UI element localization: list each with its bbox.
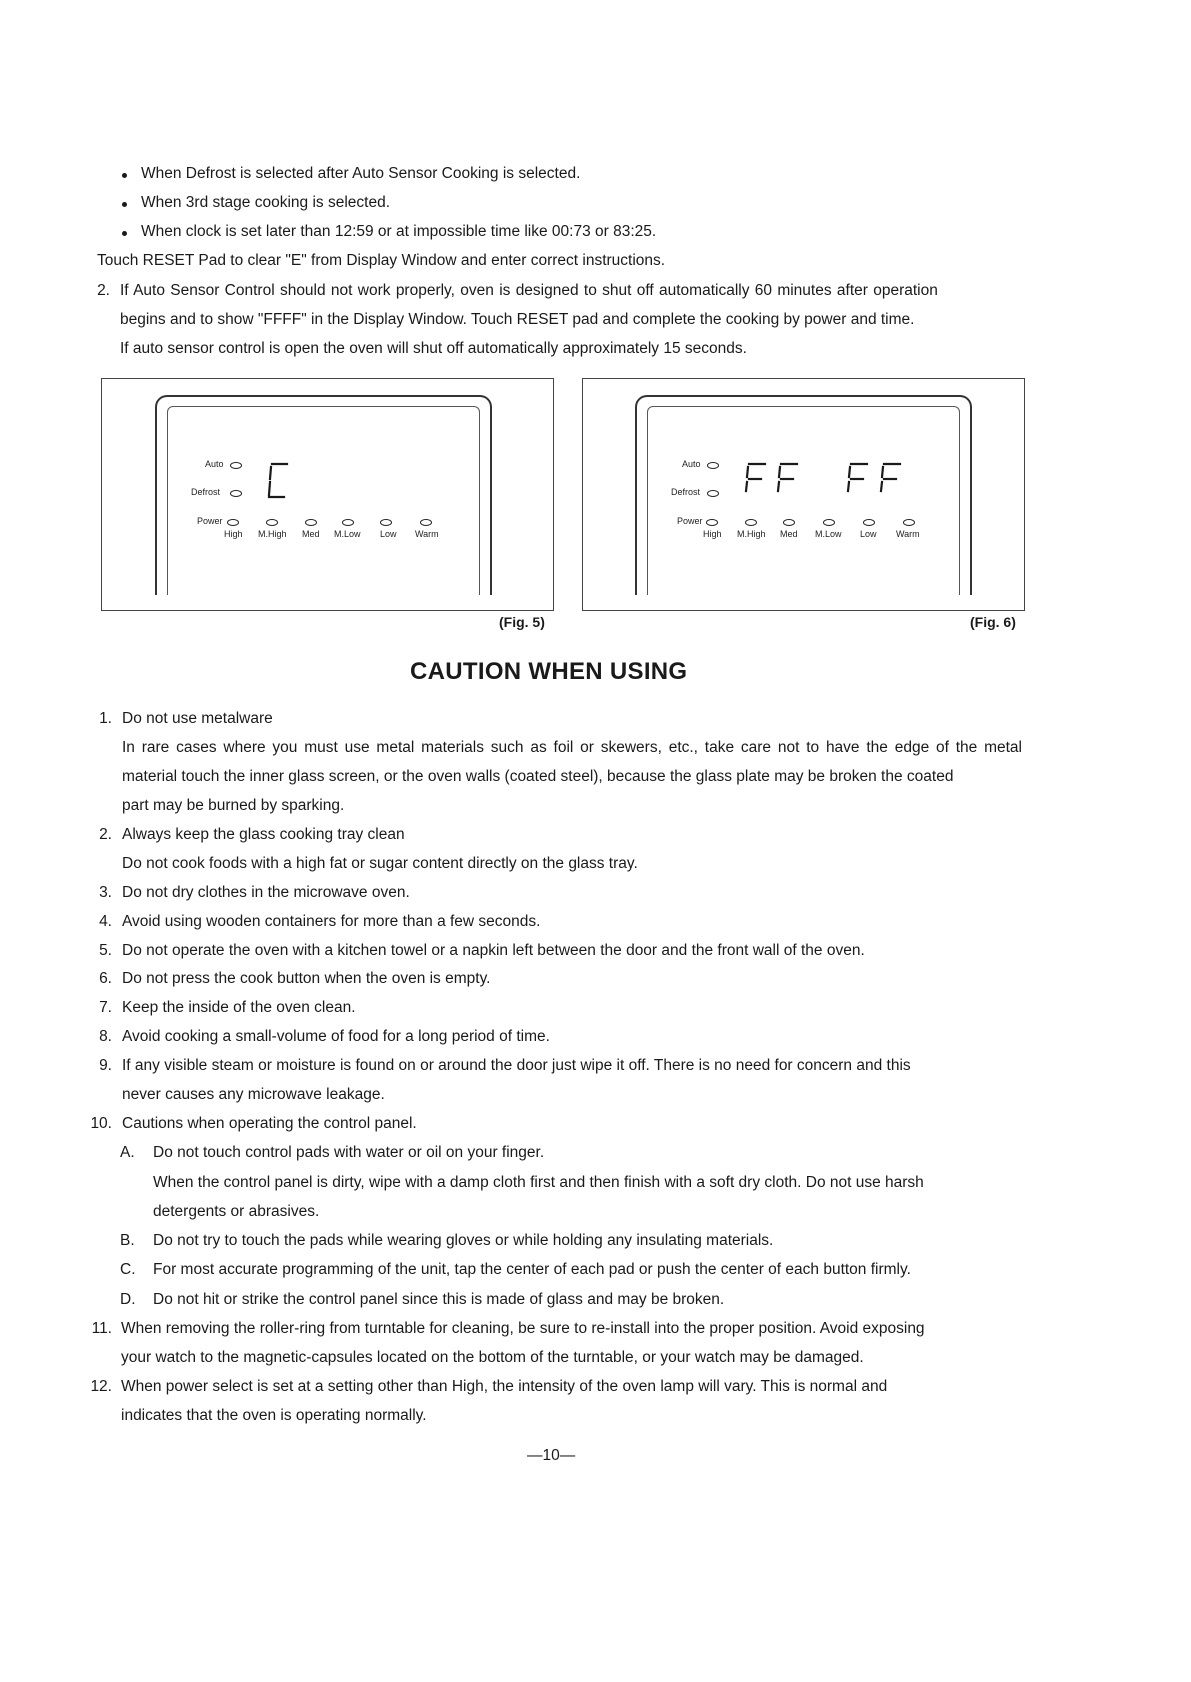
caution-item-title: Do not dry clothes in the microwave oven.	[122, 884, 410, 901]
sub-item-letter: A.	[120, 1144, 135, 1161]
item-number: 5.	[99, 942, 112, 959]
power-level-low: Low	[380, 529, 397, 539]
auto-indicator-label: Auto	[205, 459, 224, 469]
item-number: 2.	[97, 282, 110, 299]
bullet-dot	[122, 202, 127, 207]
sub-item-letter: C.	[120, 1261, 136, 1278]
caution-item-title: Do not press the cook button when the oven is empty.	[122, 970, 491, 987]
sub-item-letter: B.	[120, 1232, 135, 1249]
item-number: 10.	[90, 1115, 112, 1132]
caution-item-title: Do not operate the oven with a kitchen towel or a napkin left between the door and the front wall of the oven.	[122, 942, 865, 959]
caution-item-text: When power select is set at a setting other than High, the intensity of the oven lamp will vary. This is normal and	[121, 1378, 888, 1395]
power-level-low: Low	[860, 529, 877, 539]
caution-item-title: Avoid cooking a small-volume of food for a long period of time.	[122, 1028, 550, 1045]
caution-item-text: your watch to the magnetic-capsules located on the bottom of the turntable, or your watch may be damaged.	[121, 1349, 864, 1366]
item-2-line: If Auto Sensor Control should not work properly, oven is designed to shut off automatically 60 minutes after operation	[120, 282, 938, 299]
warm-lamp-icon	[903, 519, 915, 526]
page-number: —10—	[527, 1447, 576, 1464]
sub-item-text: When the control panel is dirty, wipe with a damp cloth first and then finish with a soft dry cloth. Do not use harsh	[153, 1174, 924, 1191]
power-level-mlow: M.Low	[334, 529, 361, 539]
figure-5-caption: (Fig. 5)	[499, 614, 545, 630]
item-number: 4.	[99, 913, 112, 930]
caution-item-text: part may be burned by sparking.	[122, 797, 345, 814]
sub-item-letter: D.	[120, 1291, 136, 1308]
low-lamp-icon	[863, 519, 875, 526]
caution-item-title: Do not use metalware	[122, 710, 273, 727]
sub-item-text: Do not hit or strike the control panel since this is made of glass and may be broken.	[153, 1291, 725, 1308]
auto-lamp-icon	[707, 462, 719, 469]
mhigh-lamp-icon	[745, 519, 757, 526]
item-number: 6.	[99, 970, 112, 987]
mhigh-lamp-icon	[266, 519, 278, 526]
power-lamp-icon	[227, 519, 239, 526]
item-number: 3.	[99, 884, 112, 901]
sub-item-text: Do not try to touch the pads while wearing gloves or while holding any insulating materials.	[153, 1232, 774, 1249]
sub-item-text: detergents or abrasives.	[153, 1203, 320, 1220]
display-digit-e	[267, 461, 291, 501]
figure-6-box	[582, 378, 1025, 611]
mlow-lamp-icon	[342, 519, 354, 526]
caution-item-text: Do not cook foods with a high fat or sugar content directly on the glass tray.	[122, 855, 638, 872]
caution-item-title: Avoid using wooden containers for more than a few seconds.	[122, 913, 541, 930]
item-number: 11.	[91, 1320, 112, 1337]
power-level-high: High	[224, 529, 243, 539]
power-level-high: High	[703, 529, 722, 539]
sub-item-text: Do not touch control pads with water or oil on your finger.	[153, 1144, 545, 1161]
power-indicator-label: Power	[677, 516, 703, 526]
power-level-warm: Warm	[896, 529, 920, 539]
item-number: 2.	[99, 826, 112, 843]
item-number: 9.	[99, 1057, 112, 1074]
power-indicator-label: Power	[197, 516, 223, 526]
caution-item-text: indicates that the oven is operating normally.	[121, 1407, 427, 1424]
power-level-med: Med	[780, 529, 798, 539]
sub-item-text: For most accurate programming of the unit, tap the center of each pad or push the center of each button firmly.	[153, 1261, 911, 1278]
figure-6-caption: (Fig. 6)	[970, 614, 1016, 630]
power-level-med: Med	[302, 529, 320, 539]
caution-item-title: Keep the inside of the oven clean.	[122, 999, 356, 1016]
power-level-warm: Warm	[415, 529, 439, 539]
figure-5-box	[101, 378, 554, 611]
defrost-lamp-icon	[707, 490, 719, 497]
bullet-text: When Defrost is selected after Auto Sensor Cooking is selected.	[141, 165, 581, 182]
med-lamp-icon	[305, 519, 317, 526]
bullet-dot	[122, 173, 127, 178]
auto-lamp-icon	[230, 462, 242, 469]
reset-instruction: Touch RESET Pad to clear "E" from Display Window and enter correct instructions.	[97, 252, 666, 269]
caution-item-text: When removing the roller-ring from turntable for cleaning, be sure to re-install into the proper position. Avoid exposing	[121, 1320, 925, 1337]
power-lamp-icon	[706, 519, 718, 526]
power-level-mlow: M.Low	[815, 529, 842, 539]
defrost-indicator-label: Defrost	[191, 487, 221, 497]
item-number: 7.	[99, 999, 112, 1016]
warm-lamp-icon	[420, 519, 432, 526]
caution-item-text: In rare cases where you must use metal materials such as foil or skewers, etc., take care not to have the edge of the metal	[122, 739, 1022, 756]
item-number: 1.	[99, 710, 112, 727]
caution-heading: CAUTION WHEN USING	[410, 658, 688, 685]
caution-item-text: material touch the inner glass screen, or the oven walls (coated steel), because the glass plate may be broken the coated	[122, 768, 954, 785]
med-lamp-icon	[783, 519, 795, 526]
display-ffff	[743, 461, 913, 501]
caution-item-title: Always keep the glass cooking tray clean	[122, 826, 405, 843]
item-number: 8.	[99, 1028, 112, 1045]
item-2-line: begins and to show "FFFF" in the Display Window. Touch RESET pad and complete the cooking by power and time.	[120, 311, 915, 328]
item-number: 12.	[90, 1378, 112, 1395]
caution-item-title: Cautions when operating the control panel.	[122, 1115, 417, 1132]
power-level-mhigh: M.High	[258, 529, 287, 539]
caution-item-text: never causes any microwave leakage.	[122, 1086, 385, 1103]
low-lamp-icon	[380, 519, 392, 526]
bullet-dot	[122, 231, 127, 236]
panel-bezel-inner	[167, 406, 480, 595]
defrost-lamp-icon	[230, 490, 242, 497]
caution-item-title: If any visible steam or moisture is found on or around the door just wipe it off. There is no need for concern and this	[122, 1057, 911, 1074]
power-level-mhigh: M.High	[737, 529, 766, 539]
mlow-lamp-icon	[823, 519, 835, 526]
auto-indicator-label: Auto	[682, 459, 701, 469]
bullet-text: When clock is set later than 12:59 or at impossible time like 00:73 or 83:25.	[141, 223, 657, 240]
bullet-text: When 3rd stage cooking is selected.	[141, 194, 390, 211]
item-2-line: If auto sensor control is open the oven will shut off automatically approximately 15 seconds.	[120, 340, 747, 357]
defrost-indicator-label: Defrost	[671, 487, 701, 497]
